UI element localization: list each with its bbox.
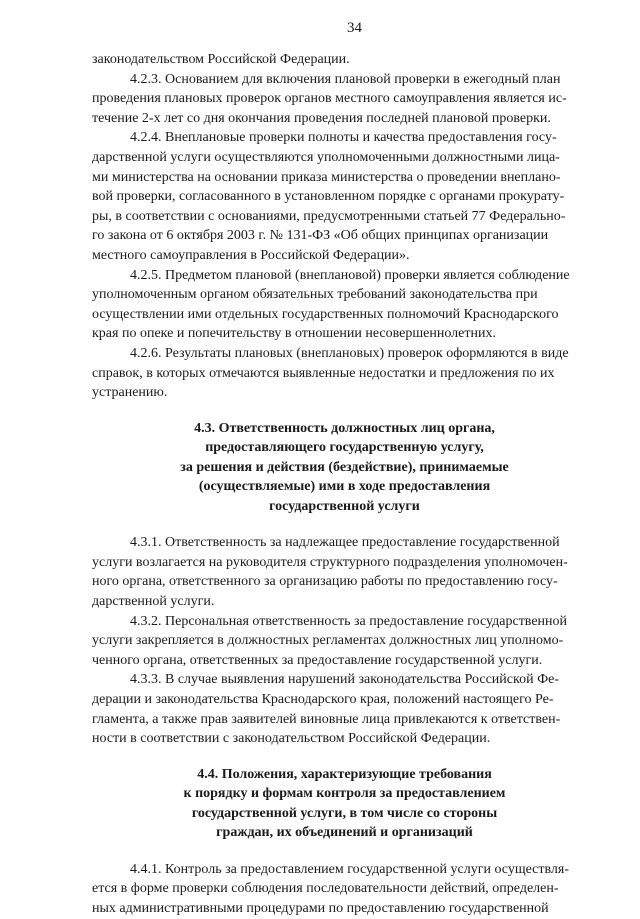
section-heading: 4.4. Положения, характеризующие требования к порядку и формам контроля за предоставлением государственной услуги, в том числе со стороны граждан, их объединений и организаций [183,766,506,841]
paragraph: 4.2.3. Основанием для включения плановой проверки в ежегодный план проведения плановых проверок органов местного самоуправления является ис- течение 2-х лет со дня окончания проведения последней плановой проверки. [92,71,567,126]
paragraph: 4.4.1. Контроль за предоставлением государственной услуги осуществля- ется в форме проверки соблюдения последовательности действий, определен- ных административными процедурами по предоставлению государственной [92,861,570,916]
document-page [92,18,597,919]
paragraph: 4.3.2. Персональная ответственность за предоставление государственной услуги закрепляется в должностных регламентах должностных лиц уполномо- ченного органа, ответственных за предоставление государственной услуги. [92,613,568,668]
paragraph: 4.2.5. Предметом плановой (внеплановой) проверки является соблюдение уполномоченным органом обязательных требований законодательства при осуществлении ими отдельных государственных полномочий Краснодарского края по опеке и попечительству в отношении несовершеннолетних. [92,267,570,342]
page-number: 34 [347,20,362,36]
section-heading: 4.3. Ответственность должностных лиц органа, предоставляющего государственную услугу, за решения и действия (бездействие), принимаемые (осуществляемые) ими в ходе предоставления государственной услуги [180,420,509,514]
paragraph: 4.3.3. В случае выявления нарушений законодательства Российской Фе- дерации и законодательства Краснодарского края, положений настоящего Ре- гламента, а также прав заявителей виновные лица привлекаются к ответствен- ности в соответствии с законодательством Российской Федерации. [92,672,561,747]
document-body [92,50,597,919]
paragraph: законодательством Российской Федерации. [92,52,350,67]
paragraph: 4.2.6. Результаты плановых (внеплановых) проверок оформляются в виде справок, в которых отмечаются выявленные недостатки и предложения по их устранению. [92,345,569,401]
paragraph: 4.2.4. Внеплановые проверки полноты и качества предоставления госу- дарственной услуги осуществляются уполномоченными должностными лица- ми министерства на основании приказа министерства о проведении внеплано- вой проверки, согласованного в установленном порядке с органами прокурату- ры, в соответствии с основаниями, предусмотренными статьей 77 Федерально- го закона от 6 октября 2003 г. № 131-ФЗ «Об общих принципах организации местного самоуправления в Российской Федерации». [92,130,566,263]
paragraph: 4.3.1. Ответственность за надлежащее предоставление государственной услуги возлагается на руководителя структурного подразделения уполномочен- ного органа, ответственного за организацию работы по предоставлению госу- дарственной услуги. [92,535,568,609]
